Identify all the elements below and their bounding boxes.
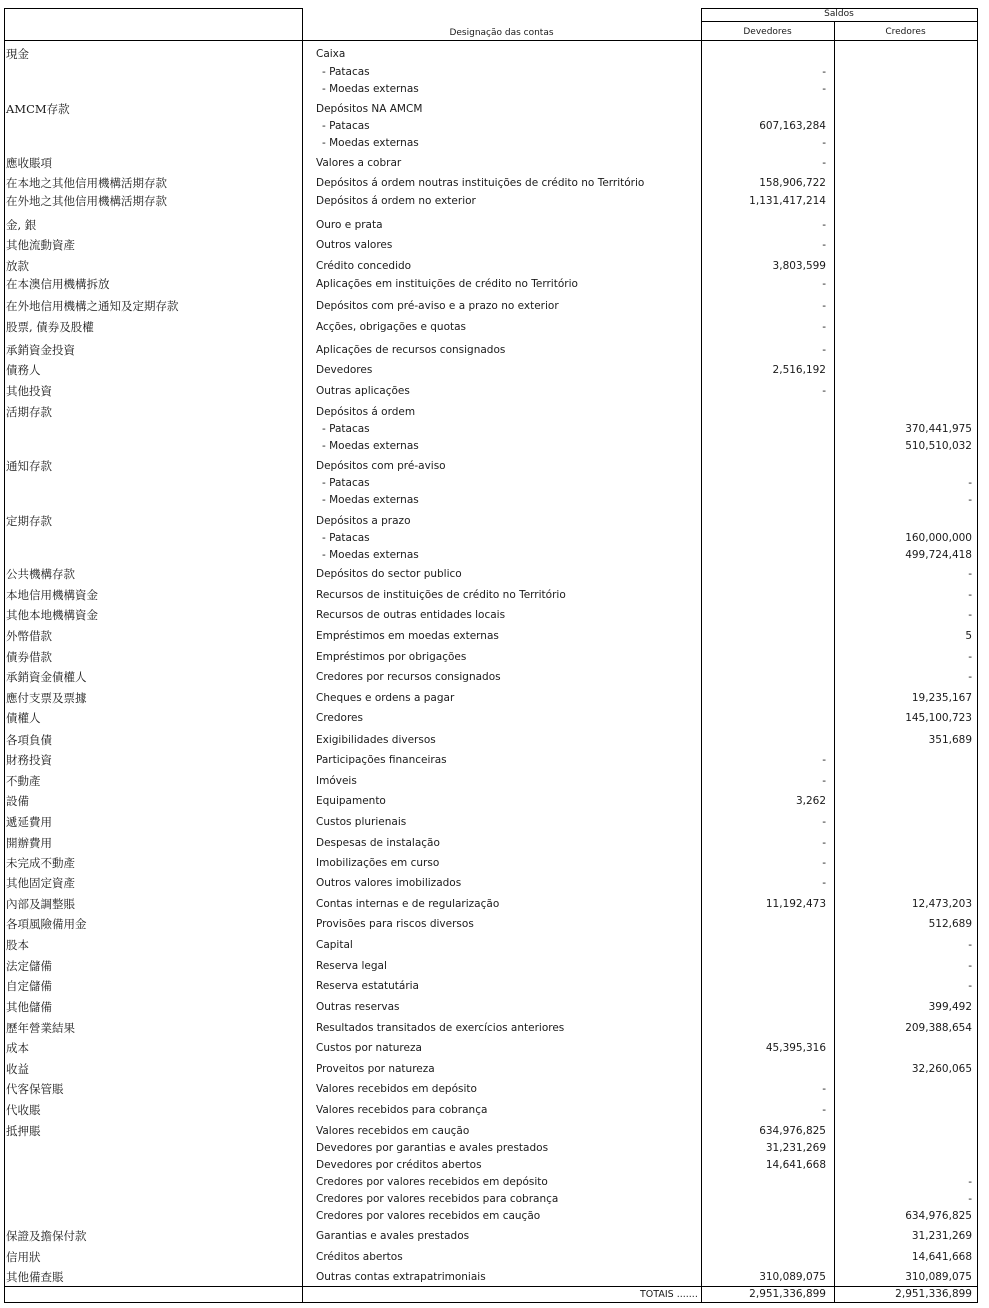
table-row: [4, 958, 978, 974]
table-row: [4, 1269, 978, 1285]
account-designation: Contas internas e de regularização: [316, 898, 500, 910]
credores-value: 14,641,668: [911, 1251, 972, 1263]
account-designation: Credores por valores recebidos em caução: [316, 1210, 541, 1222]
credores-value: 634,976,825: [905, 1210, 972, 1222]
account-designation: - Moedas externas: [322, 440, 419, 452]
credores-value: 5: [965, 630, 972, 642]
credores-value: -: [968, 1176, 972, 1188]
credores-value: -: [968, 568, 972, 580]
account-designation: Custos plurienais: [316, 816, 407, 828]
account-designation: Credores: [316, 712, 363, 724]
account-designation: Devedores: [316, 364, 373, 376]
table-row: [4, 978, 978, 994]
account-designation: Ouro e prata: [316, 219, 383, 231]
account-name-chinese: 其他備查賬: [6, 1270, 64, 1284]
account-designation: Caixa: [316, 48, 346, 60]
table-row: [4, 258, 978, 274]
table-top-border: [4, 8, 302, 9]
devedores-value: 3,262: [795, 795, 826, 807]
account-designation: Recursos de outras entidades locais: [316, 609, 506, 621]
account-designation: Credores por recursos consignados: [316, 671, 501, 683]
table-row: [4, 118, 978, 134]
table-row: [4, 217, 978, 233]
account-name-chinese: 其他本地機構資金: [6, 608, 98, 622]
account-designation: - Moedas externas: [322, 137, 419, 149]
table-row: [4, 101, 978, 117]
account-name-chinese: 財務投資: [6, 753, 52, 767]
table-row: [4, 458, 978, 474]
saldos-bottom-border: [701, 21, 978, 22]
account-name-chinese: 股本: [6, 938, 29, 952]
credores-value: 160,000,000: [905, 532, 972, 544]
account-name-chinese: 各項風險備用金: [6, 917, 87, 931]
credores-value: -: [968, 609, 972, 621]
account-designation: Créditos abertos: [316, 1251, 403, 1263]
credores-value: 12,473,203: [911, 898, 972, 910]
account-name-chinese: 其他儲備: [6, 1000, 52, 1014]
account-designation: Crédito concedido: [316, 260, 412, 272]
account-designation: - Moedas externas: [322, 549, 419, 561]
credores-value: 399,492: [928, 1001, 972, 1013]
table-row: [4, 710, 978, 726]
table-row: [4, 438, 978, 454]
credores-value: 512,689: [928, 918, 972, 930]
totals-credores: 2,951,336,899: [895, 1288, 972, 1300]
account-designation: Credores por valores recebidos em depósito: [316, 1176, 548, 1188]
table-row: [4, 64, 978, 80]
header-devedores: Devedores: [743, 27, 792, 37]
account-designation: Resultados transitados de exercícios anteriores: [316, 1022, 565, 1034]
table-row: [4, 421, 978, 437]
devedores-value: -: [822, 816, 826, 828]
devedores-value: -: [822, 775, 826, 787]
account-designation: - Moedas externas: [322, 494, 419, 506]
account-designation: Devedores por garantias e avales prestados: [316, 1142, 549, 1154]
table-row: [4, 793, 978, 809]
table-row: [4, 319, 978, 335]
account-name-chinese: 成本: [6, 1041, 29, 1055]
account-designation: Credores por valores recebidos para cobrança: [316, 1193, 559, 1205]
account-designation: Capital: [316, 939, 353, 951]
account-designation: Depósitos á ordem no exterior: [316, 195, 476, 207]
account-name-chinese: 現金: [6, 47, 29, 61]
credores-value: -: [968, 980, 972, 992]
account-designation: Depósitos com pré-aviso e a prazo no exterior: [316, 300, 559, 312]
devedores-value: -: [822, 278, 826, 290]
account-designation: Outras aplicações: [316, 385, 410, 397]
table-row: [4, 404, 978, 420]
account-designation: Participações financeiras: [316, 754, 447, 766]
account-name-chinese: 承銷資金債權人: [6, 670, 87, 684]
table-row: [4, 1123, 978, 1139]
account-name-chinese: 在外地之其他信用機構活期存款: [6, 194, 167, 208]
table-row: [4, 752, 978, 768]
account-designation: Depósitos á ordem: [316, 406, 416, 418]
credores-value: 510,510,032: [905, 440, 972, 452]
table-row: [4, 607, 978, 623]
table-row: [4, 669, 978, 685]
table-row: [4, 513, 978, 529]
table-row: [4, 855, 978, 871]
account-designation: Garantias e avales prestados: [316, 1230, 470, 1242]
credores-value: 19,235,167: [911, 692, 972, 704]
table-row: [4, 875, 978, 891]
devedores-value: -: [822, 1104, 826, 1116]
account-designation: Equipamento: [316, 795, 386, 807]
totals-row: [4, 1287, 978, 1303]
table-row: [4, 628, 978, 644]
table-row: [4, 383, 978, 399]
table-row: [4, 1157, 978, 1173]
table-row: [4, 587, 978, 603]
table-row: [4, 649, 978, 665]
header-credores: Credores: [885, 27, 926, 37]
account-designation: Outros valores imobilizados: [316, 877, 462, 889]
account-designation: Proveitos por natureza: [316, 1063, 435, 1075]
devedores-value: -: [822, 877, 826, 889]
devedores-value: -: [822, 321, 826, 333]
table-row: [4, 1040, 978, 1056]
account-name-chinese: 歷年營業結果: [6, 1021, 75, 1035]
account-designation: Depósitos do sector publico: [316, 568, 462, 580]
account-designation: Custos por natureza: [316, 1042, 422, 1054]
account-designation: Reserva estatutária: [316, 980, 419, 992]
account-name-chinese: 其他固定資產: [6, 876, 75, 890]
account-designation: - Patacas: [322, 120, 370, 132]
devedores-value: -: [822, 344, 826, 356]
devedores-value: 310,089,075: [759, 1271, 826, 1283]
table-row: [4, 530, 978, 546]
account-name-chinese: 股票, 債券及股權: [6, 320, 94, 334]
account-name-chinese: 債券借款: [6, 650, 52, 664]
table-row: [4, 1174, 978, 1190]
account-designation: Aplicações de recursos consignados: [316, 344, 506, 356]
devedores-value: 634,976,825: [759, 1125, 826, 1137]
account-designation: Depósitos NA AMCM: [316, 103, 423, 115]
credores-value: 351,689: [928, 734, 972, 746]
account-name-chinese: 其他投資: [6, 384, 52, 398]
devedores-value: 14,641,668: [765, 1159, 826, 1171]
account-name-chinese: 自定儲備: [6, 979, 52, 993]
account-designation: Valores a cobrar: [316, 157, 402, 169]
account-name-chinese: 債務人: [6, 363, 41, 377]
table-row: [4, 916, 978, 932]
devedores-value: -: [822, 837, 826, 849]
account-name-chinese: 應付支票及票據: [6, 691, 87, 705]
account-designation: Depósitos a prazo: [316, 515, 411, 527]
devedores-value: -: [822, 137, 826, 149]
account-designation: Outros valores: [316, 239, 393, 251]
account-name-chinese: 不動產: [6, 774, 41, 788]
table-row: [4, 342, 978, 358]
devedores-value: 1,131,417,214: [749, 195, 826, 207]
account-name-chinese: 抵押賬: [6, 1124, 41, 1138]
account-name-chinese: 其他流動資產: [6, 238, 75, 252]
account-designation: Imóveis: [316, 775, 357, 787]
account-designation: - Patacas: [322, 532, 370, 544]
table-row: [4, 732, 978, 748]
table-row: [4, 1020, 978, 1036]
table-row: [4, 298, 978, 314]
table-row: [4, 81, 978, 97]
account-designation: Recursos de instituições de crédito no Território: [316, 589, 566, 601]
account-name-chinese: 金, 銀: [6, 218, 37, 232]
table-row: [4, 814, 978, 830]
devedores-value: -: [822, 219, 826, 231]
table-row: [4, 475, 978, 491]
account-designation: Valores recebidos em caução: [316, 1125, 470, 1137]
account-name-chinese: 通知存款: [6, 459, 52, 473]
devedores-value: -: [822, 385, 826, 397]
devedores-value: 11,192,473: [765, 898, 826, 910]
account-designation: - Patacas: [322, 66, 370, 78]
account-name-chinese: 在本地之其他信用機構活期存款: [6, 176, 167, 190]
credores-value: 209,388,654: [905, 1022, 972, 1034]
totals-label: TOTAIS .......: [640, 1289, 698, 1300]
header-bottom-border: [4, 40, 978, 41]
totals-devedores: 2,951,336,899: [749, 1288, 826, 1300]
credores-value: 32,260,065: [911, 1063, 972, 1075]
account-designation: Depósitos á ordem noutras instituições de crédito no Território: [316, 177, 645, 189]
table-row: [4, 1191, 978, 1207]
table-row: [4, 937, 978, 953]
account-designation: Empréstimos por obrigações: [316, 651, 467, 663]
account-designation: Outras reservas: [316, 1001, 400, 1013]
credores-value: 31,231,269: [911, 1230, 972, 1242]
account-designation: Valores recebidos em depósito: [316, 1083, 477, 1095]
account-name-chinese: 在外地信用機構之通知及定期存款: [6, 299, 179, 313]
table-row: [4, 276, 978, 292]
devedores-value: -: [822, 754, 826, 766]
account-name-chinese: 本地信用機構資金: [6, 588, 98, 602]
table-row: [4, 835, 978, 851]
table-row: [4, 690, 978, 706]
credores-value: -: [968, 651, 972, 663]
table-row: [4, 193, 978, 209]
credores-value: 310,089,075: [905, 1271, 972, 1283]
account-name-chinese: 信用狀: [6, 1250, 41, 1264]
devedores-value: 607,163,284: [759, 120, 826, 132]
devedores-value: 45,395,316: [765, 1042, 826, 1054]
credores-value: -: [968, 589, 972, 601]
devedores-value: -: [822, 66, 826, 78]
devedores-value: -: [822, 83, 826, 95]
credores-value: -: [968, 671, 972, 683]
account-designation: Despesas de instalação: [316, 837, 440, 849]
credores-value: -: [968, 477, 972, 489]
balance-sheet-table: [4, 8, 978, 1303]
table-row: [4, 1140, 978, 1156]
table-row: [4, 1102, 978, 1118]
credores-value: 145,100,723: [905, 712, 972, 724]
devedores-value: -: [822, 1083, 826, 1095]
account-name-chinese: 代收賬: [6, 1103, 41, 1117]
account-name-chinese: 定期存款: [6, 514, 52, 528]
devedores-value: -: [822, 857, 826, 869]
table-row: [4, 1249, 978, 1265]
devedores-value: -: [822, 300, 826, 312]
account-name-chinese: 開辦費用: [6, 836, 52, 850]
account-name-chinese: 未完成不動產: [6, 856, 75, 870]
credores-value: -: [968, 939, 972, 951]
account-name-chinese: 內部及調整賬: [6, 897, 75, 911]
table-row: [4, 1081, 978, 1097]
devedores-value: 3,803,599: [772, 260, 826, 272]
credores-value: 499,724,418: [905, 549, 972, 561]
table-row: [4, 492, 978, 508]
account-designation: Outras contas extrapatrimoniais: [316, 1271, 486, 1283]
account-name-chinese: 承銷資金投資: [6, 343, 75, 357]
table-row: [4, 547, 978, 563]
table-row: [4, 1208, 978, 1224]
account-designation: Reserva legal: [316, 960, 387, 972]
table-row: [4, 46, 978, 62]
account-name-chinese: 公共機構存款: [6, 567, 75, 581]
table-row: [4, 237, 978, 253]
account-designation: Cheques e ordens a pagar: [316, 692, 455, 704]
account-designation: Imobilizações em curso: [316, 857, 440, 869]
devedores-value: -: [822, 157, 826, 169]
account-name-chinese: 外幣借款: [6, 629, 52, 643]
credores-value: -: [968, 1193, 972, 1205]
table-row: [4, 175, 978, 191]
account-designation: Devedores por créditos abertos: [316, 1159, 482, 1171]
account-designation: Acções, obrigações e quotas: [316, 321, 467, 333]
devedores-value: -: [822, 239, 826, 251]
table-row: [4, 1061, 978, 1077]
account-designation: Aplicações em instituições de crédito no Território: [316, 278, 578, 290]
table-row: [4, 773, 978, 789]
account-designation: - Patacas: [322, 423, 370, 435]
account-name-chinese: AMCM存款: [6, 102, 70, 116]
account-name-chinese: 各項負債: [6, 733, 52, 747]
account-name-chinese: 收益: [6, 1062, 29, 1076]
table-row: [4, 1228, 978, 1244]
credores-value: -: [968, 960, 972, 972]
account-designation: - Patacas: [322, 477, 370, 489]
account-name-chinese: 活期存款: [6, 405, 52, 419]
table-row: [4, 896, 978, 912]
account-name-chinese: 代客保管賬: [6, 1082, 64, 1096]
account-designation: Empréstimos em moedas externas: [316, 630, 499, 642]
credores-value: 370,441,975: [905, 423, 972, 435]
account-designation: Valores recebidos para cobrança: [316, 1104, 488, 1116]
table-row: [4, 999, 978, 1015]
credores-value: -: [968, 494, 972, 506]
header-saldos: Saldos: [824, 9, 854, 19]
account-name-chinese: 法定儲備: [6, 959, 52, 973]
devedores-value: 158,906,722: [759, 177, 826, 189]
account-name-chinese: 應收賬項: [6, 156, 52, 170]
account-designation: Depósitos com pré-aviso: [316, 460, 446, 472]
table-row: [4, 155, 978, 171]
account-name-chinese: 放款: [6, 259, 29, 273]
account-name-chinese: 保證及擔保付款: [6, 1229, 87, 1243]
table-row: [4, 362, 978, 378]
account-name-chinese: 設備: [6, 794, 29, 808]
table-row: [4, 135, 978, 151]
account-designation: Exigibilidades diversos: [316, 734, 436, 746]
account-name-chinese: 遞延費用: [6, 815, 52, 829]
devedores-value: 2,516,192: [772, 364, 826, 376]
table-row: [4, 566, 978, 582]
account-name-chinese: 債權人: [6, 711, 41, 725]
account-designation: - Moedas externas: [322, 83, 419, 95]
account-name-chinese: 在本澳信用機構拆放: [6, 277, 110, 291]
devedores-value: 31,231,269: [765, 1142, 826, 1154]
header-designacao: Designação das contas: [449, 28, 554, 38]
account-designation: Provisões para riscos diversos: [316, 918, 474, 930]
